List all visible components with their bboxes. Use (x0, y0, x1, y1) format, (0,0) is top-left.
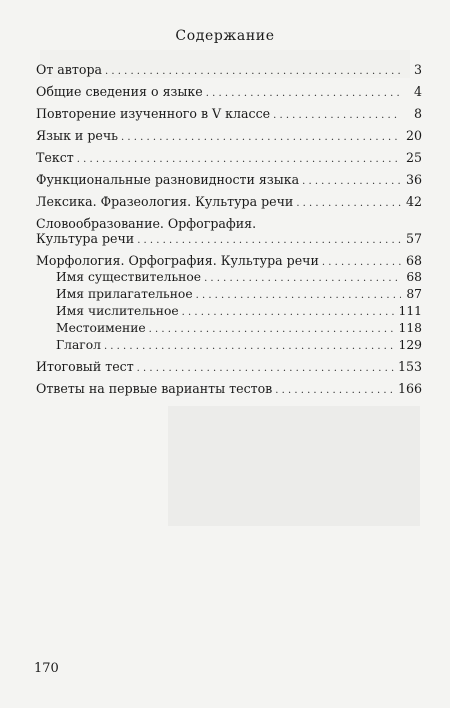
dot-leader (322, 253, 401, 270)
toc-entry-label: Общие сведения о языке (36, 84, 203, 99)
toc-entry-page: 57 (405, 231, 422, 246)
toc-entry-label: Итоговый тест (36, 359, 134, 374)
toc-entry-page: 129 (398, 338, 422, 352)
toc-entry-label: Язык и речь (36, 128, 119, 143)
toc-entry-label: Ответы на первые варианты тестов (36, 381, 273, 396)
dot-leader (105, 62, 401, 79)
dot-leader (196, 287, 401, 303)
toc-entry-page: 25 (405, 150, 422, 165)
toc-entry[interactable] (36, 106, 422, 123)
dot-leader (104, 338, 396, 354)
toc-subentry[interactable] (36, 287, 422, 303)
toc-entry-label: Имя числительное (56, 304, 179, 318)
toc-entry-label: Словообразование. Орфография. (36, 216, 257, 231)
toc-entry[interactable] (36, 231, 422, 248)
toc-entry-page: 111 (398, 304, 422, 318)
page-number: 170 (34, 661, 59, 676)
dot-leader (275, 381, 395, 398)
toc-entry-page: 20 (405, 128, 422, 143)
toc-entry-page: 8 (413, 106, 422, 121)
dot-leader (149, 321, 396, 337)
dot-leader (182, 304, 396, 320)
toc-entry[interactable] (36, 150, 422, 167)
toc-entry-label: Культура речи (36, 231, 135, 246)
page-title: Содержание (175, 28, 275, 44)
toc-entry-page: 118 (398, 321, 422, 335)
toc-entry[interactable] (36, 84, 422, 101)
dot-leader (204, 270, 401, 286)
toc-entry-page: 166 (397, 381, 422, 396)
toc-entry-label: Функциональные разновидности языка (36, 172, 300, 187)
toc-entry-label: Местоимение (56, 321, 146, 335)
dot-leader (273, 106, 401, 123)
toc-entry-label: От автора (36, 62, 103, 77)
dot-leader (206, 84, 401, 101)
toc-subentry[interactable] (36, 338, 422, 354)
toc-subentry[interactable] (36, 321, 422, 337)
dot-leader (302, 172, 401, 189)
toc-subentry[interactable] (36, 270, 422, 286)
toc-entry-label: Имя прилагательное (56, 287, 193, 301)
toc-entry-label: Морфология. Орфография. Культура речи (36, 253, 319, 268)
dot-leader (137, 359, 395, 376)
toc-entry-page: 87 (406, 287, 422, 301)
toc-entry-page: 153 (397, 359, 422, 374)
toc-entry[interactable] (36, 62, 422, 79)
toc-entry[interactable] (36, 253, 422, 270)
bleed-through-block (168, 406, 420, 526)
dot-leader (121, 128, 401, 145)
table-of-contents (36, 62, 422, 403)
dot-leader (77, 150, 401, 167)
toc-entry-label: Глагол (56, 338, 101, 352)
toc-entry-page: 42 (405, 194, 422, 209)
toc-entry-page: 68 (406, 270, 422, 284)
toc-entry[interactable] (36, 194, 422, 211)
toc-entry[interactable] (36, 128, 422, 145)
toc-entry-page: 4 (413, 84, 422, 99)
toc-entry-label: Имя существительное (56, 270, 202, 284)
toc-entry[interactable] (36, 172, 422, 189)
toc-entry-page: 36 (405, 172, 422, 187)
toc-subentry[interactable] (36, 304, 422, 320)
toc-entry-label: Повторение изученного в V классе (36, 106, 271, 121)
toc-entry-page: 3 (413, 62, 422, 77)
toc-entry[interactable] (36, 359, 422, 376)
toc-entry-label: Лексика. Фразеология. Культура речи (36, 194, 294, 209)
toc-entry[interactable] (36, 216, 422, 231)
dot-leader (137, 231, 401, 248)
toc-entry-page: 68 (405, 253, 422, 268)
toc-entry[interactable] (36, 381, 422, 398)
toc-entry-label: Текст (36, 150, 74, 165)
dot-leader (296, 194, 401, 211)
